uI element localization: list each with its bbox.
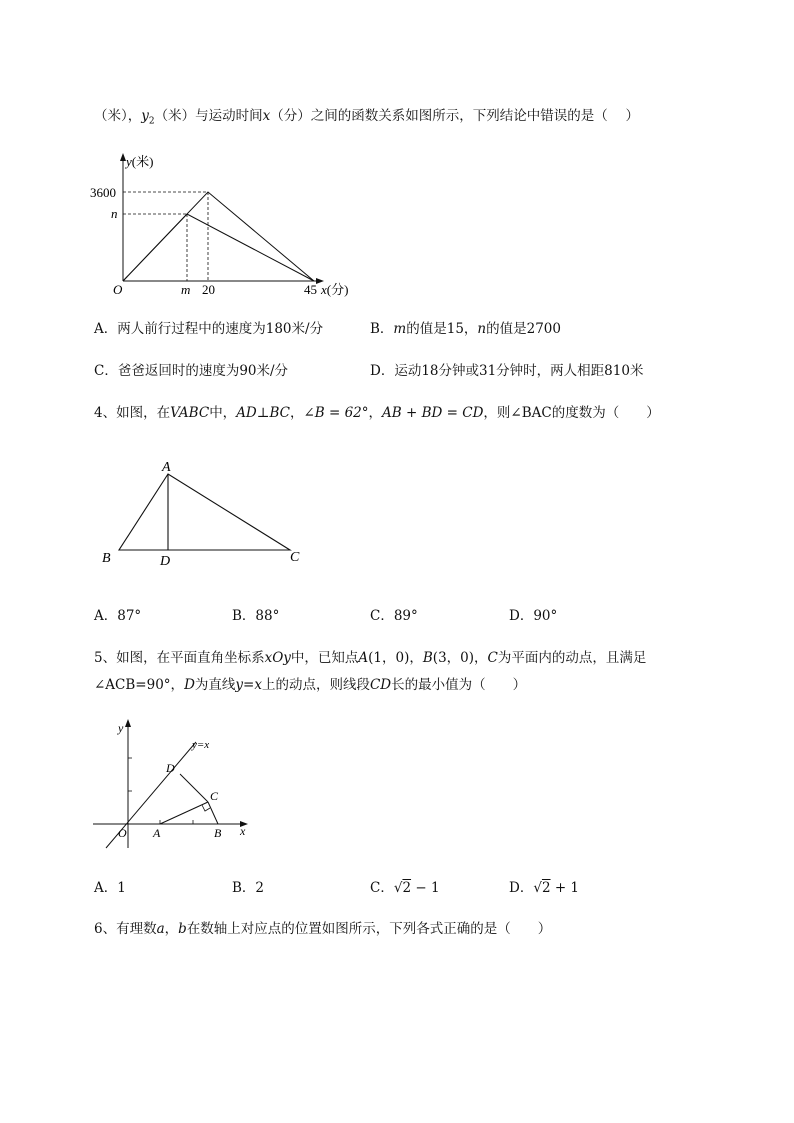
option-text: + 1 (550, 880, 580, 896)
q5-stem-part: ∠ACB=90°， (94, 677, 185, 693)
segment-cd: CD (369, 677, 392, 693)
separator: ， (164, 921, 179, 937)
point-a-coord: (1，0)， (368, 650, 423, 666)
q3-option-d[interactable]: D．运动18分钟或31分钟时，两人相距810米 (370, 363, 644, 379)
option-label: D． (509, 880, 534, 896)
q5-stem-part: 5、如图，在平面直角坐标系 (94, 650, 265, 666)
option-label: B． (370, 321, 394, 337)
x-axis-label: x(分) (321, 282, 349, 297)
option-text: − 1 (411, 880, 440, 896)
y2-line (123, 214, 314, 281)
q3-option-b[interactable] (370, 320, 561, 338)
q4-stem-part: 4、如图，在 (94, 405, 171, 421)
q5-option-d[interactable] (509, 879, 579, 897)
q4-option-a[interactable]: A．87° (94, 608, 142, 624)
q3-option-a[interactable]: A．两人前行过程中的速度为180米/分 (94, 321, 324, 337)
q5-stem-part: 中，已知点 (290, 650, 359, 666)
q5-stem-part: 为直线 (194, 677, 236, 693)
condition-angle: ∠B = 62° (303, 405, 369, 421)
y-axis-arrow (125, 719, 131, 727)
q4-option-d[interactable]: D．90° (509, 608, 558, 624)
point-d: D (184, 677, 195, 693)
point-d-label: D (166, 761, 175, 775)
tick-n: n (111, 206, 118, 221)
segment-cd (180, 774, 208, 802)
var-a: a (156, 921, 165, 937)
q6-stem (94, 920, 551, 938)
n-var: n (477, 321, 487, 337)
triangle-name: VABC (170, 405, 210, 421)
q3-option-c[interactable]: C．爸爸返回时的速度为90米/分 (94, 363, 289, 379)
q5-stem-line1 (94, 649, 646, 667)
q4-option-c[interactable]: C．89° (370, 608, 418, 624)
triangle-abc (119, 474, 290, 550)
tick-m: m (181, 282, 191, 297)
q4-stem (94, 404, 660, 422)
q5-coordinate-figure (88, 716, 258, 856)
line-yx: y=x (235, 677, 262, 693)
q4-option-b[interactable]: B．88° (232, 608, 280, 624)
var-b: b (178, 921, 187, 937)
x-var: x (262, 108, 271, 124)
q6-stem-part: 6、有理数 (94, 921, 157, 937)
q5-stem-line2 (94, 676, 526, 694)
tick-3600: 3600 (90, 185, 116, 200)
point-c-label: C (210, 789, 219, 803)
vertex-c-label: C (290, 550, 300, 565)
q5-stem-part: 长的最小值为（ ） (391, 677, 527, 693)
q5-stem-part: 为平面内的动点，且满足 (497, 650, 647, 666)
y-axis-label: y (118, 721, 124, 735)
q5-option-c[interactable] (370, 879, 440, 897)
m-var: m (393, 321, 407, 337)
q3-stem-part: （分）之间的函数关系如图所示，下列结论中错误的是（ ） (270, 108, 640, 124)
vertex-b-label: B (102, 551, 111, 566)
right-angle-mark (202, 805, 210, 811)
tick-20: 20 (202, 282, 215, 297)
point-a-label: A (153, 826, 161, 840)
q3-stem-part: （米）， (94, 108, 142, 124)
q4-stem-part: 中， (209, 405, 237, 421)
sqrt-sign: √ (533, 880, 542, 896)
point-d-label: D (160, 554, 171, 569)
separator: ， (289, 405, 304, 421)
y2-subscript: 2 (148, 116, 155, 127)
segment-cb (208, 802, 218, 824)
q3-stem (94, 107, 639, 131)
origin-label: O (113, 282, 123, 297)
q6-stem-part: 在数轴上对应点的位置如图所示，下列各式正确的是（ ） (186, 921, 552, 937)
xoy-var: xOy (264, 650, 291, 666)
q3-function-graph (86, 150, 376, 300)
condition-sum: AB + BD = CD (382, 405, 484, 421)
option-text: 的值是2700 (486, 321, 561, 337)
x-axis-label: x (240, 824, 246, 838)
tick-45: 45 (304, 282, 317, 297)
point-b: B (422, 650, 433, 666)
segment-ac (160, 802, 208, 824)
point-b-coord: (3，0)， (432, 650, 488, 666)
radicand: 2 (541, 880, 551, 896)
sqrt-sign: √ (393, 880, 403, 896)
q4-stem-part: ，则∠BAC的度数为（ ） (483, 405, 660, 421)
vertex-a-label: A (162, 460, 171, 475)
q5-option-b[interactable]: B．2 (232, 880, 265, 896)
separator: ， (368, 405, 383, 421)
option-text: 的值是15， (406, 321, 478, 337)
point-a: A (358, 650, 369, 666)
point-b-label: B (214, 826, 222, 840)
y-axis-label: y(米) (126, 154, 154, 169)
radicand: 2 (402, 880, 412, 896)
origin-label: O (118, 826, 127, 840)
q5-stem-part: 上的动点，则线段 (261, 677, 370, 693)
option-label: C． (370, 880, 394, 896)
point-c: C (487, 650, 498, 666)
q4-triangle-figure (96, 454, 316, 574)
y2-var: y (141, 108, 149, 124)
y1-line (123, 192, 314, 281)
q3-stem-part: （米）与运动时间 (154, 108, 263, 124)
condition-perpendicular: AD⊥BC (236, 405, 290, 421)
line-yx-label: y=x (192, 739, 210, 751)
q5-option-a[interactable]: A．1 (94, 880, 126, 896)
